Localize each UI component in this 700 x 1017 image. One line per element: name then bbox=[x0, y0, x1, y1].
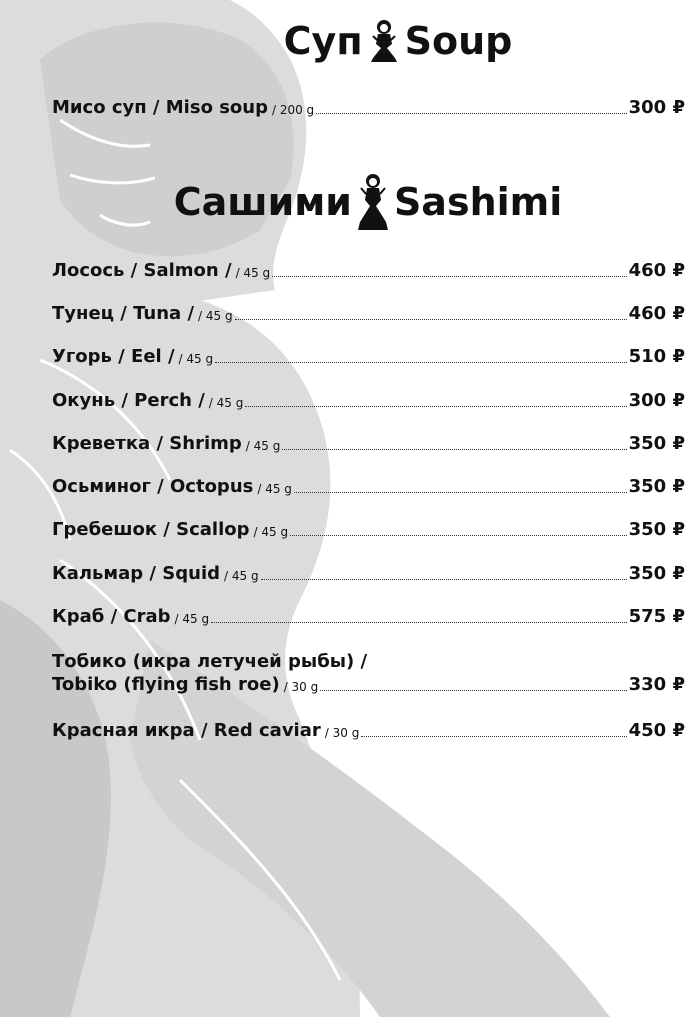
menu-item bbox=[52, 519, 685, 541]
dotted-leader bbox=[316, 113, 626, 114]
dotted-leader bbox=[361, 736, 626, 737]
menu-item bbox=[52, 260, 685, 282]
item-name: Лосось / Salmon / bbox=[52, 260, 232, 281]
item-name: Кальмар / Squid bbox=[52, 563, 220, 584]
dotted-leader bbox=[215, 362, 627, 363]
item-name: Краб / Crab bbox=[52, 606, 171, 627]
item-weight: / 45 g bbox=[208, 396, 244, 410]
sashimi-title-en: Sashimi bbox=[393, 180, 563, 224]
soup-title-en: Soup bbox=[404, 19, 513, 63]
item-weight: / 200 g bbox=[271, 103, 315, 117]
dotted-leader bbox=[272, 276, 626, 277]
item-price: 350 ₽ bbox=[628, 519, 685, 540]
item-price: 350 ₽ bbox=[628, 433, 685, 454]
dotted-leader bbox=[282, 449, 626, 450]
item-weight: / 45 g bbox=[198, 309, 233, 323]
item-weight: / 45 g bbox=[224, 569, 259, 583]
dotted-leader bbox=[290, 535, 627, 536]
item-price: 460 ₽ bbox=[628, 260, 685, 281]
dotted-leader bbox=[235, 319, 627, 320]
item-name: Tobiko (flying fish roe) bbox=[52, 674, 280, 695]
dotted-leader bbox=[294, 492, 627, 493]
item-price: 460 ₽ bbox=[628, 303, 685, 324]
item-name: Осьминог / Octopus bbox=[52, 476, 254, 497]
item-weight: / 30 g bbox=[324, 726, 360, 740]
dotted-leader bbox=[245, 406, 626, 407]
menu-item bbox=[52, 346, 685, 368]
item-name: Красная икра / Red caviar bbox=[52, 720, 321, 741]
dotted-leader bbox=[320, 690, 626, 691]
item-name: Креветка / Shrimp bbox=[52, 433, 242, 454]
menu-item-tobiko bbox=[52, 650, 685, 696]
geisha-logo-icon bbox=[356, 172, 390, 232]
geisha-logo-icon bbox=[367, 18, 401, 64]
item-name: Тунец / Tuna / bbox=[52, 303, 195, 324]
item-name-line1: Тобико (икра летучей рыбы) / bbox=[52, 651, 368, 672]
item-price: 350 ₽ bbox=[628, 476, 685, 497]
item-price: 510 ₽ bbox=[628, 346, 685, 367]
item-price: 300 ₽ bbox=[628, 97, 685, 118]
item-weight: / 45 g bbox=[178, 352, 214, 366]
item-weight: / 45 g bbox=[174, 612, 210, 626]
item-weight: / 30 g bbox=[283, 680, 319, 694]
item-line2 bbox=[52, 674, 685, 696]
dotted-leader bbox=[211, 622, 627, 623]
item-weight: / 45 g bbox=[257, 482, 292, 496]
item-name: Мисо суп / Miso soup bbox=[52, 97, 268, 118]
item-weight: / 45 g bbox=[235, 266, 271, 280]
menu-item bbox=[52, 97, 685, 119]
item-price: 350 ₽ bbox=[628, 563, 685, 584]
item-weight: / 45 g bbox=[245, 439, 281, 453]
item-name: Гребешок / Scallop bbox=[52, 519, 250, 540]
item-price: 330 ₽ bbox=[628, 674, 685, 695]
menu-item bbox=[52, 433, 685, 455]
menu-item bbox=[52, 303, 685, 325]
item-weight: / 45 g bbox=[253, 525, 289, 539]
dotted-leader bbox=[261, 579, 627, 580]
menu-item bbox=[52, 563, 685, 585]
menu-item bbox=[52, 390, 685, 412]
sashimi-title-ru: Сашими bbox=[173, 180, 352, 224]
sashimi-section-title bbox=[18, 172, 700, 232]
item-price: 575 ₽ bbox=[628, 606, 685, 627]
soup-title-ru: Суп bbox=[283, 19, 363, 63]
item-price: 300 ₽ bbox=[628, 390, 685, 411]
soup-section-title bbox=[48, 18, 700, 64]
menu-item bbox=[52, 476, 685, 498]
item-name: Угорь / Eel / bbox=[52, 346, 175, 367]
item-price: 450 ₽ bbox=[628, 720, 685, 741]
item-name: Окунь / Perch / bbox=[52, 390, 205, 411]
menu-item bbox=[52, 720, 685, 742]
menu-item bbox=[52, 606, 685, 628]
